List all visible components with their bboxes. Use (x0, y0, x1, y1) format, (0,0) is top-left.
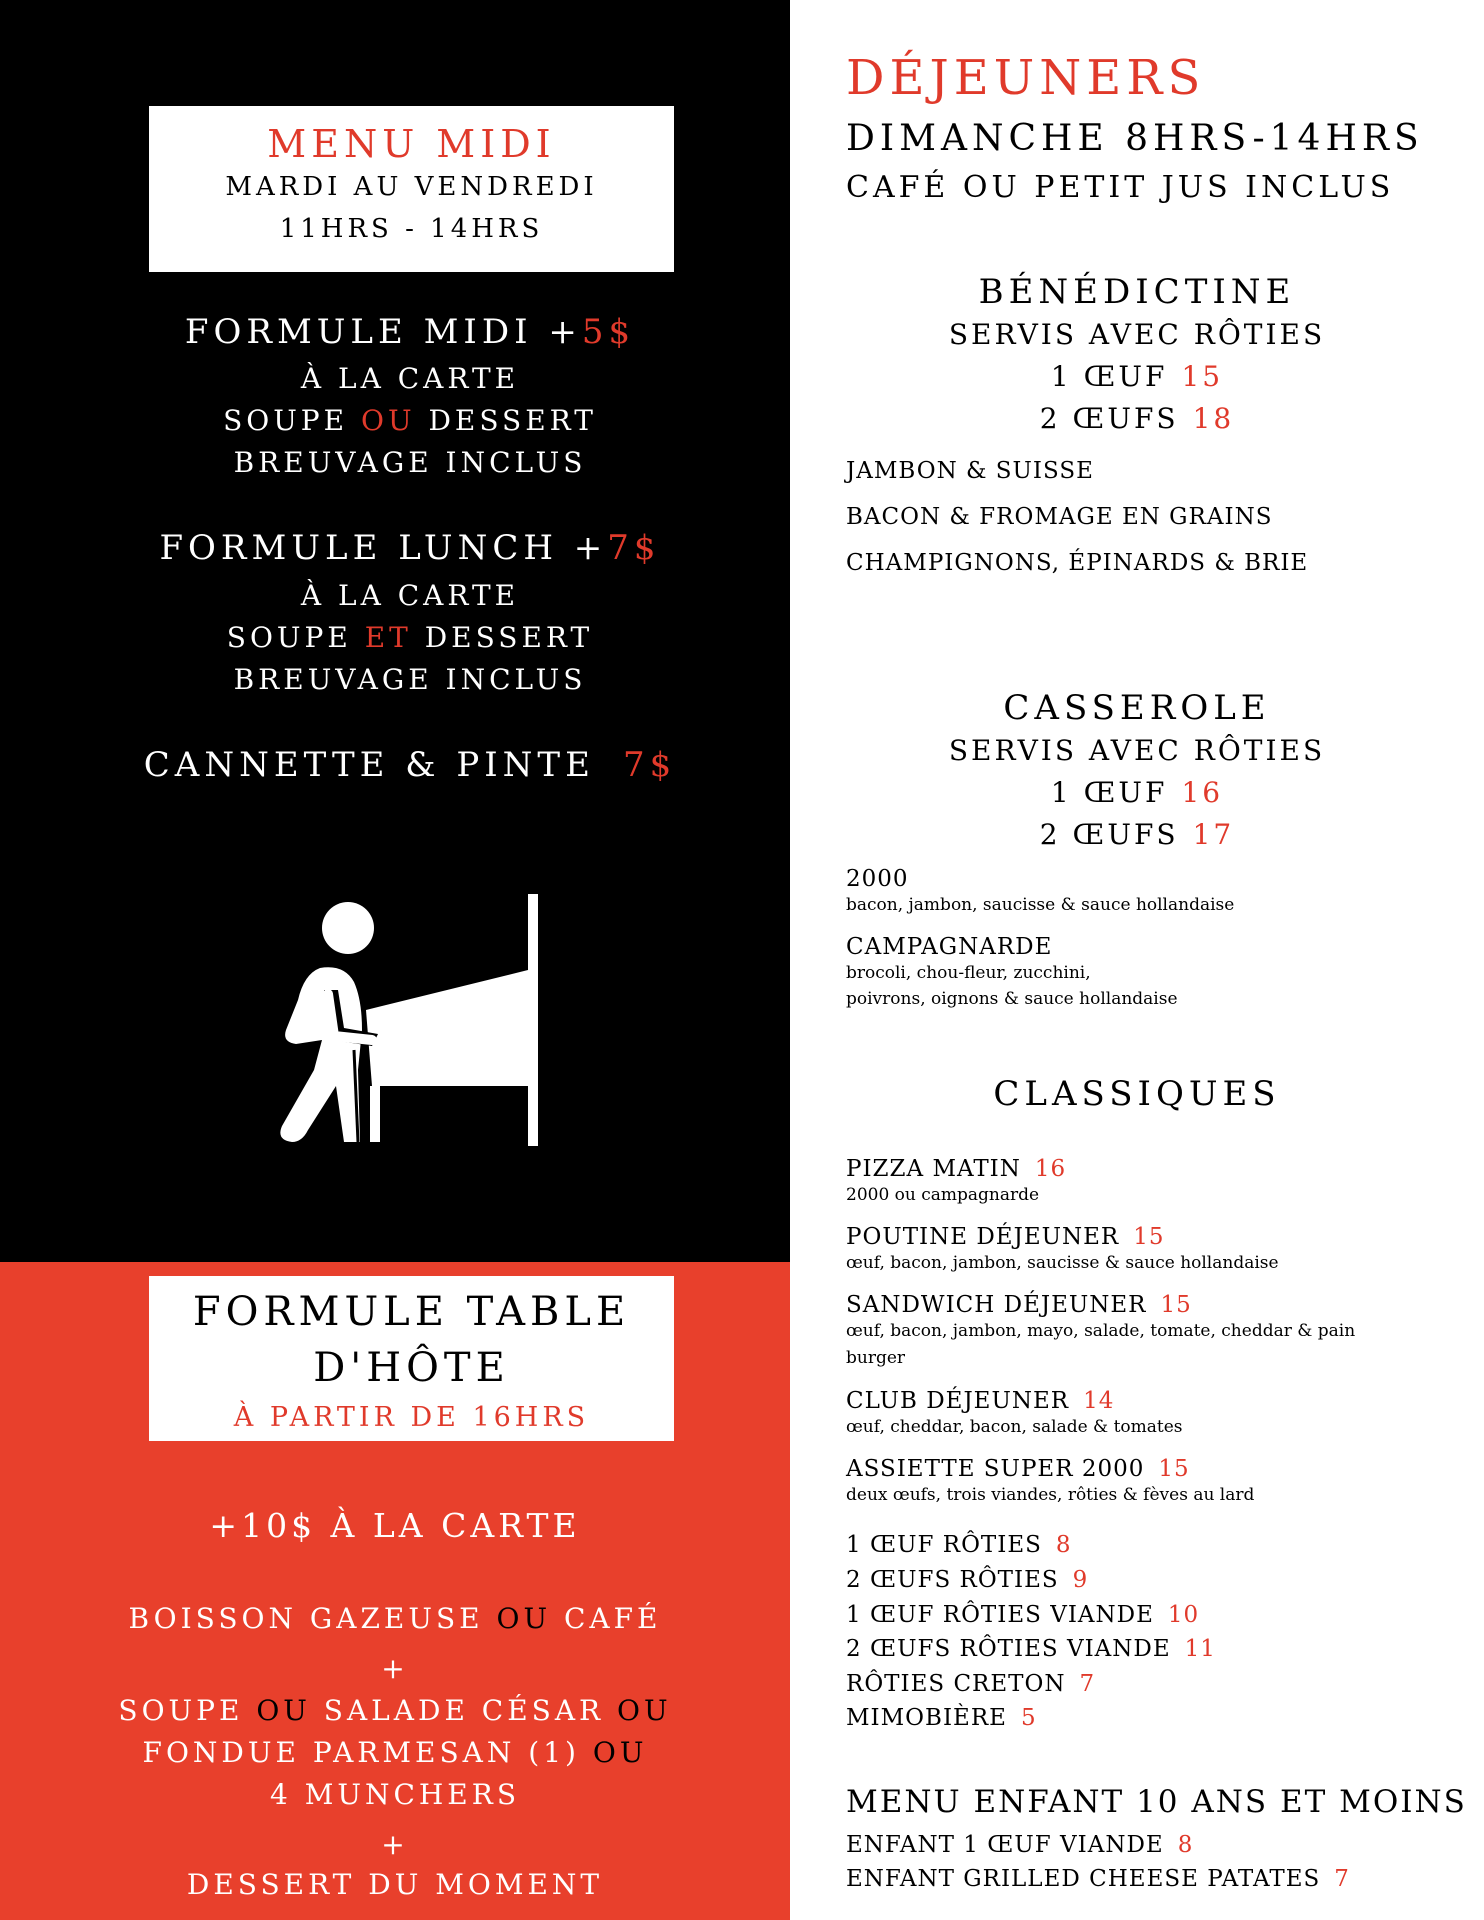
extra-item: 1 ŒUF RÔTIES VIANDE 10 (846, 1602, 1200, 1628)
casserole-title: CASSEROLE (1003, 688, 1271, 728)
formule-lunch-line1: À LA CARTE (300, 579, 520, 612)
menu-midi-hours: 11HRS - 14HRS (279, 214, 544, 244)
benedictine-two-eggs: 2 ŒUFS 18 (1039, 402, 1235, 435)
table-hote-time: À PARTIR DE 16HRS (233, 1402, 590, 1433)
formule-lunch-price: 7$ (607, 528, 661, 568)
table-hote-title: FORMULE TABLE D'HÔTE (192, 1289, 631, 1391)
table-hote-dessert: DESSERT DU MOMENT (186, 1868, 604, 1901)
table-hote-munchers: 4 MUNCHERS (269, 1778, 521, 1811)
extra-item: MIMOBIÈRE 5 (846, 1705, 1037, 1731)
formule-midi-price: 5$ (581, 312, 636, 352)
benedictine-item: JAMBON & SUISSE (846, 458, 1094, 484)
benedictine-item: BACON & FROMAGE EN GRAINS (846, 504, 1273, 530)
formule-midi-line2: SOUPE OU DESSERT (223, 404, 597, 437)
formule-midi-line1: À LA CARTE (300, 362, 520, 395)
table-hote-price: +10$ À LA CARTE (209, 1506, 581, 1545)
menu-enfant-title: MENU ENFANT 10 ANS ET MOINS (846, 1784, 1467, 1820)
cannette-price: 7$ (622, 745, 677, 785)
classique-item: CLUB DÉJEUNER 14 (846, 1388, 1115, 1414)
table-hote-drink: BOISSON GAZEUSE OU CAFÉ (128, 1602, 662, 1635)
table-hote-box (149, 1276, 674, 1441)
formule-lunch-line2: SOUPE ET DESSERT (226, 621, 594, 654)
classique-item: ASSIETTE SUPER 2000 15 (846, 1456, 1190, 1482)
extra-item: 2 ŒUFS RÔTIES VIANDE 11 (846, 1636, 1216, 1662)
cannette-pinte: CANNETTE & PINTE 7$ (143, 745, 677, 785)
menu-midi-days: MARDI AU VENDREDI (225, 172, 598, 202)
benedictine-sub: SERVIS AVEC RÔTIES (948, 318, 1326, 351)
enfant-item: ENFANT 1 ŒUF VIANDE 8 (846, 1832, 1194, 1858)
menu-midi-title: MENU MIDI (267, 122, 556, 166)
menu-midi-box (149, 106, 674, 272)
casserole-item-campagnarde: CAMPAGNARDE (846, 934, 1053, 960)
classique-item: POUTINE DÉJEUNER 15 (846, 1224, 1165, 1250)
plus-sign: + (381, 1828, 409, 1861)
pinball-player-icon (262, 890, 562, 1150)
casserole-sub: SERVIS AVEC RÔTIES (948, 734, 1326, 767)
classique-item-desc: œuf, bacon, jambon, saucisse & sauce hollandaise (846, 1253, 1279, 1273)
casserole-item-2000-desc: bacon, jambon, saucisse & sauce hollandaise (846, 895, 1235, 915)
extra-item: RÔTIES CRETON 7 (846, 1671, 1096, 1697)
classique-item-desc: deux œufs, trois viandes, rôties & fèves au lard (846, 1485, 1255, 1505)
formule-midi-title: FORMULE MIDI +5$ (184, 312, 636, 352)
classiques-title: CLASSIQUES (993, 1074, 1281, 1114)
casserole-item-campagnarde-desc: brocoli, chou-fleur, zucchini, (846, 963, 1091, 983)
dejeuners-coffee: CAFÉ OU PETIT JUS INCLUS (846, 170, 1395, 205)
dejeuners-title: DÉJEUNERS (846, 50, 1206, 106)
plus-sign: + (381, 1652, 409, 1685)
classique-item-desc: œuf, cheddar, bacon, salade & tomates (846, 1417, 1183, 1437)
formule-lunch-title: FORMULE LUNCH +7$ (159, 528, 661, 568)
table-hote-fondue: FONDUE PARMESAN (1) OU (142, 1736, 648, 1769)
casserole-item-2000: 2000 (846, 866, 909, 892)
extra-item: 2 ŒUFS RÔTIES 9 (846, 1567, 1089, 1593)
formule-lunch-line3: BREUVAGE INCLUS (233, 663, 587, 696)
classique-item-desc: œuf, bacon, jambon, mayo, salade, tomate, cheddar & pain (846, 1321, 1356, 1341)
benedictine-item: CHAMPIGNONS, ÉPINARDS & BRIE (846, 550, 1309, 576)
classique-item: PIZZA MATIN 16 (846, 1156, 1067, 1182)
classique-item-desc: 2000 ou campagnarde (846, 1185, 1040, 1205)
benedictine-one-egg: 1 ŒUF 15 (1050, 360, 1224, 393)
benedictine-title: BÉNÉDICTINE (978, 272, 1296, 312)
enfant-item: ENFANT GRILLED CHEESE PATATES 7 (846, 1866, 1350, 1892)
classique-item: SANDWICH DÉJEUNER 15 (846, 1292, 1192, 1318)
classique-item-desc: burger (846, 1348, 906, 1368)
extra-item: 1 ŒUF RÔTIES 8 (846, 1532, 1072, 1558)
formule-midi-line3: BREUVAGE INCLUS (233, 446, 587, 479)
dejeuners-hours: DIMANCHE 8HRS-14HRS (846, 118, 1424, 159)
casserole-item-campagnarde-desc: poivrons, oignons & sauce hollandaise (846, 989, 1178, 1009)
casserole-one-egg: 1 ŒUF 16 (1050, 776, 1224, 809)
casserole-two-eggs: 2 ŒUFS 17 (1039, 818, 1235, 851)
table-hote-soup: SOUPE OU SALADE CÉSAR OU (118, 1694, 672, 1727)
